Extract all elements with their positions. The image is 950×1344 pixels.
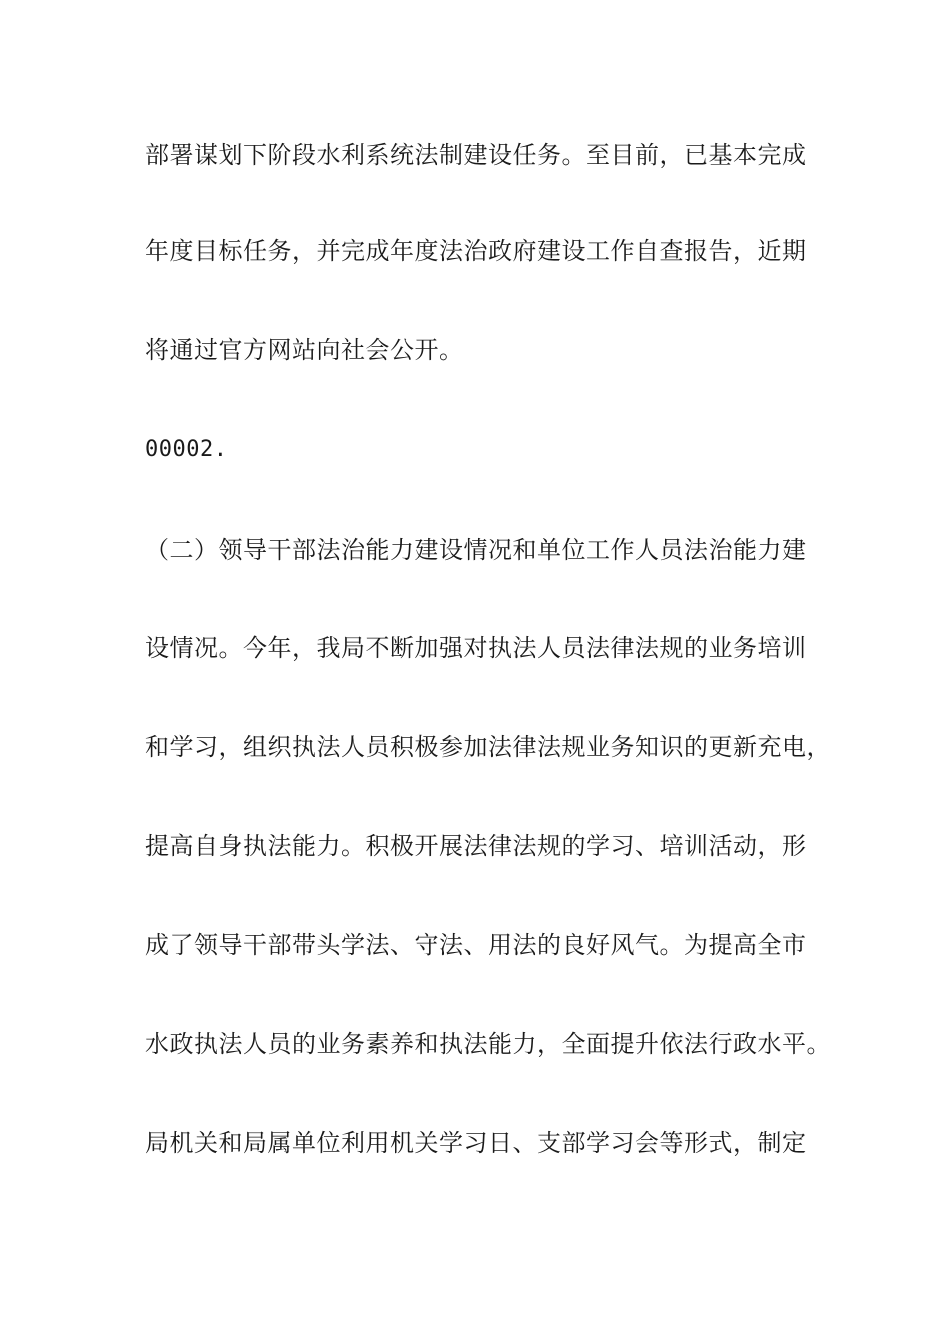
page-number-text: 00002.: [145, 437, 228, 462]
text-line-1: 部署谋划下阶段水利系统法制建设任务。至目前，已基本完成: [145, 141, 807, 169]
text-line-11: 局机关和局属单位利用机关学习日、支部学习会等形式，制定: [145, 1129, 807, 1157]
section-heading-line: （二）领导干部法治能力建设情况和单位工作人员法治能力建: [145, 536, 807, 564]
text-line-6: 设情况。今年，我局不断加强对执法人员法律法规的业务培训: [145, 634, 807, 662]
text-line-2: 年度目标任务，并完成年度法治政府建设工作自查报告，近期: [145, 237, 807, 265]
text-line-3: 将通过官方网站向社会公开。: [145, 336, 464, 364]
text-line-8: 提高自身执法能力。积极开展法律法规的学习、培训活动，形: [145, 832, 807, 860]
text-line-7: 和学习，组织执法人员积极参加法律法规业务知识的更新充电，: [145, 733, 831, 761]
text-line-9: 成了领导干部带头学法、守法、用法的良好风气。为提高全市: [145, 931, 807, 959]
text-line-10: 水政执法人员的业务素养和执法能力，全面提升依法行政水平。: [145, 1030, 831, 1058]
